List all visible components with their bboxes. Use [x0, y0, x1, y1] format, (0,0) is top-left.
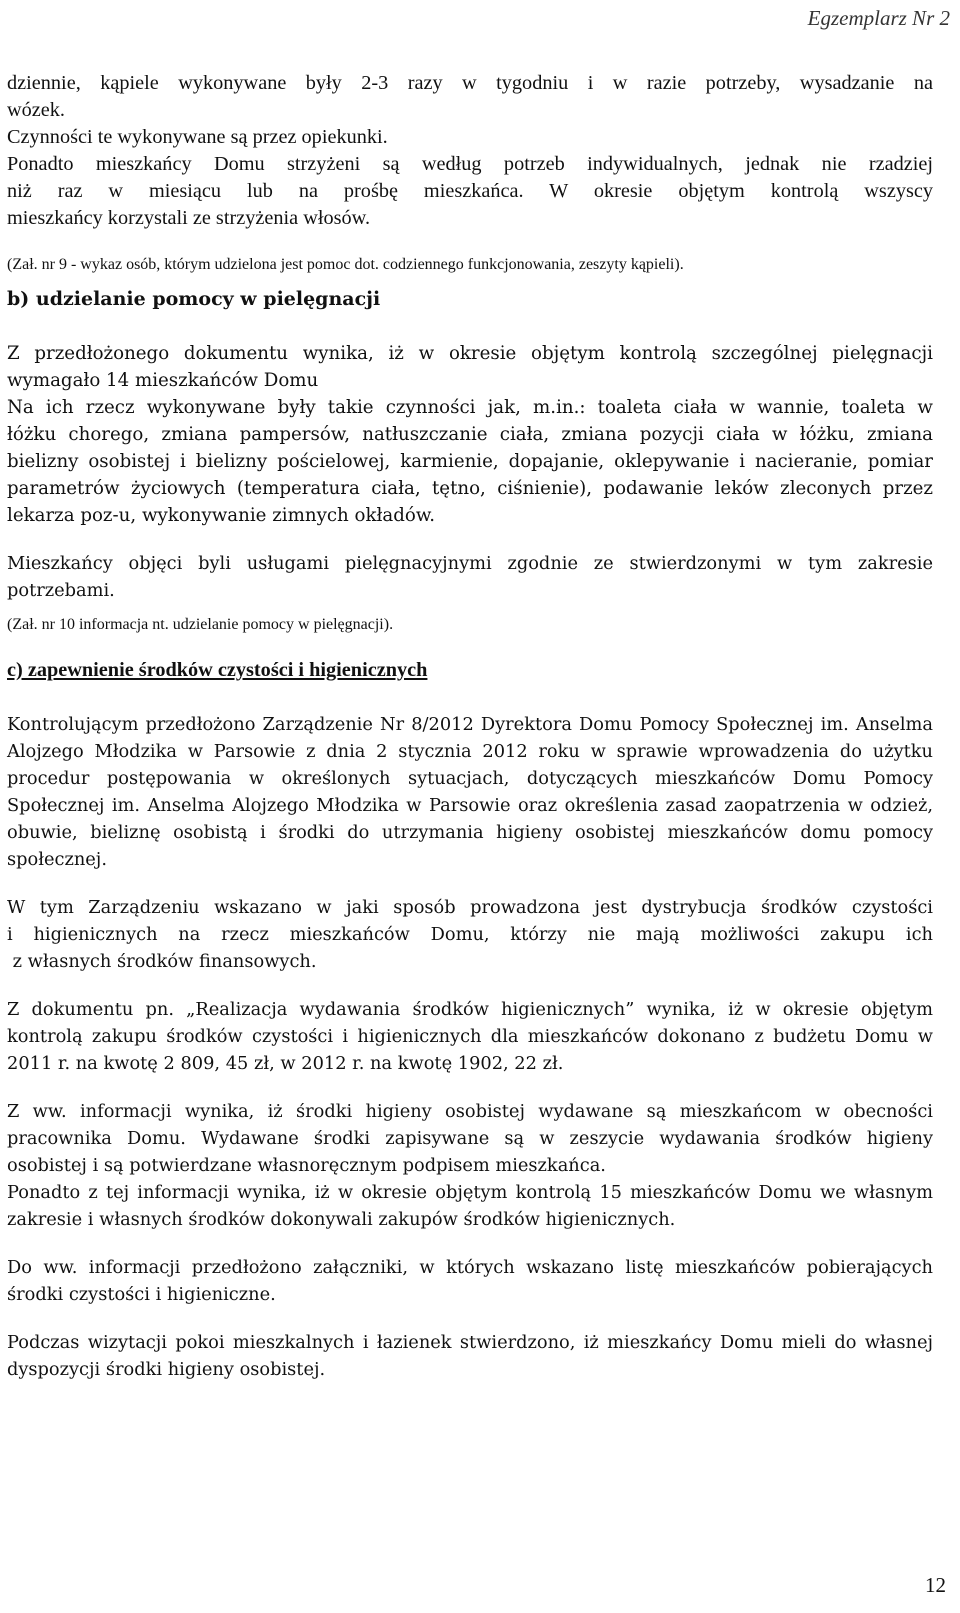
text-line: pracownika Domu. Wydawane środki zapisywane są w zeszycie wydawania środków higieny: [7, 1128, 933, 1149]
section-b-heading: b) udzielanie pomocy w pielęgnacji: [7, 288, 381, 310]
paragraph-daily-care: [7, 70, 933, 232]
copy-number-header: Egzemplarz Nr 2: [807, 6, 950, 30]
text-line: z własnych środków finansowych.: [7, 951, 317, 972]
section-b-paragraph-1: [7, 340, 933, 394]
text-block: łóżku chorego, zmiana pampersów, natłuszczanie ciała, zmiana pozycji ciała w łóżku, zmiana bielizny osobistej i bielizny pościelowej, karmienie, dopajanie, oklepywanie i nacieranie, pomiar parametrów życiowych (temperatura ciała, tętno, ciśnienie), podawanie leków zleconych przez lekarza poz-u, wykonywanie zimnych okładów.: [7, 424, 933, 526]
section-c-heading: c) zapewnienie środków czystości i higienicznych: [7, 659, 428, 681]
text-line: W tym Zarządzeniu wskazano w jaki sposób prowadzona jest dystrybucja środków czystości: [7, 897, 933, 918]
text-line: dziennie, kąpiele wykonywane były 2-3 razy w tygodniu i w razie potrzeby, wysadzanie na: [7, 72, 933, 94]
text-line: wymagało 14 mieszkańców Domu: [7, 370, 319, 391]
section-b-paragraph-3: Mieszkańcy objęci byli usługami pielęgnacyjnymi zgodnie ze stwierdzonymi w tym zakresie potrzebami.: [7, 553, 933, 601]
text-line: osobistej i są potwierdzane własnoręcznym podpisem mieszkańca.: [7, 1155, 606, 1176]
section-c-paragraph-1: Kontrolującym przedłożono Zarządzenie Nr 8/2012 Dyrektora Domu Pomocy Społecznej im. Anselma Alojzego Młodzika w Parsowie z dnia 2 stycznia 2012 roku w sprawie wprowadzenia do użytku procedur postępowania w określonych sytuacjach, dotyczących mieszkańców Domu Pomocy Społecznej im. Anselma Alojzego Młodzika w Parsowie oraz określenia zasad zaopatrzenia w odzież, obuwie, bieliznę osobistą i środki do utrzymania higieny osobistej mieszkańców domu pomocy społecznej.: [7, 714, 933, 870]
text-line: Z przedłożonego dokumentu wynika, iż w okresie objętym kontrolą szczególnej pielęgnacji: [7, 343, 933, 364]
attachment-note-10: (Zał. nr 10 informacja nt. udzielanie pomocy w pielęgnacji).: [7, 616, 394, 633]
text-line: wózek.: [7, 99, 66, 121]
text-line: i higienicznych na rzecz mieszkańców Domu, którzy nie mają możliwości zakupu ich: [7, 924, 933, 945]
text-line: Z ww. informacji wynika, iż środki higieny osobistej wydawane są mieszkańcom w obecności: [7, 1101, 933, 1122]
section-c-paragraph-5: Ponadto z tej informacji wynika, iż w okresie objętym kontrolą 15 mieszkańców Domu we własnym zakresie i własnych środków dokonywali zakupów środków higienicznych.: [7, 1182, 933, 1230]
section-c-paragraph-4: [7, 1098, 933, 1179]
section-c-paragraph-7: Podczas wizytacji pokoi mieszkalnych i łazienek stwierdzono, iż mieszkańcy Domu mieli do własnej dyspozycji środki higieny osobistej.: [7, 1332, 933, 1380]
attachment-note-9: (Zał. nr 9 - wykaz osób, którym udzielona jest pomoc dot. codziennego funkcjonowania, zeszyty kąpieli).: [7, 256, 684, 273]
section-c-paragraph-2: [7, 894, 933, 975]
text-line: Czynności te wykonywane są przez opiekunki.: [7, 126, 388, 148]
section-c-paragraph-3: Z dokumentu pn. „Realizacja wydawania środków higienicznych” wynika, iż w okresie objętym kontrolą zakupu środków czystości i higienicznych dla mieszkańców dokonano z budżetu Domu w 2011 r. na kwotę 2 809, 45 zł, w 2012 r. na kwotę 1902, 22 zł.: [7, 999, 933, 1074]
page-number: 12: [925, 1573, 946, 1597]
text-line: Na ich rzecz wykonywane były takie czynności jak, m.in.: toaleta ciała w wannie, toaleta w: [7, 397, 933, 418]
text-line: niż raz w miesiącu lub na prośbę mieszkańca. W okresie objętym kontrolą wszyscy: [7, 180, 933, 202]
section-c-paragraph-6: Do ww. informacji przedłożono załączniki, w których wskazano listę mieszkańców pobierających środki czystości i higieniczne.: [7, 1257, 933, 1305]
section-b-paragraph-2: [7, 394, 933, 529]
document-body: [7, 70, 933, 1383]
text-line: mieszkańcy korzystali ze strzyżenia włosów.: [7, 207, 371, 229]
text-line: Ponadto mieszkańcy Domu strzyżeni są według potrzeb indywidualnych, jednak nie rzadziej: [7, 153, 933, 175]
